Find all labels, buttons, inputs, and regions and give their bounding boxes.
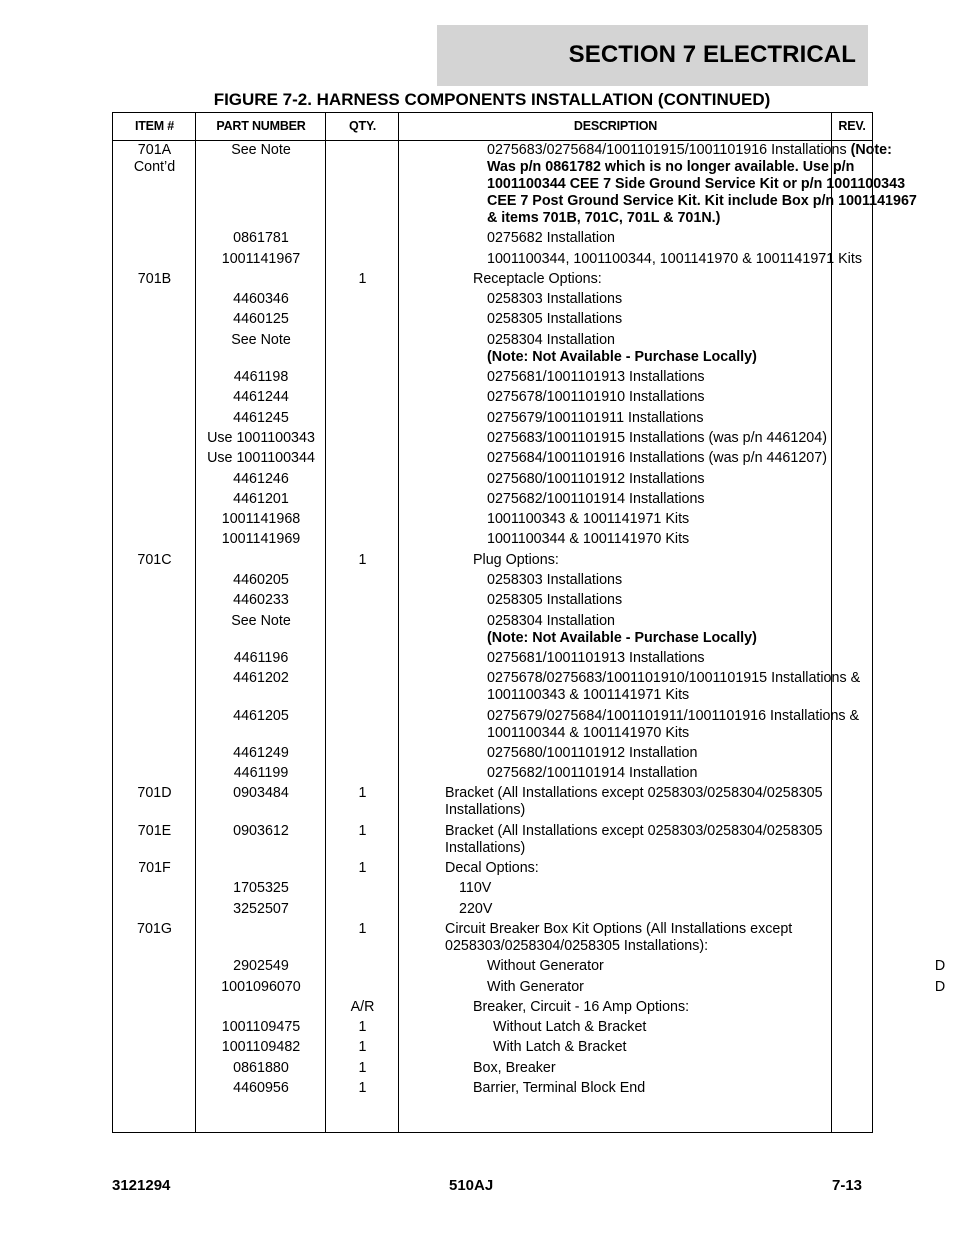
item-number [113,670,196,704]
item-number [113,450,196,467]
quantity: 1 [358,270,367,287]
revision: D [934,958,946,975]
quantity: 1 [358,551,367,568]
quantity [326,670,399,704]
description [399,958,920,975]
table-row [113,1080,872,1100]
item-number: 701D [137,785,172,802]
part-number: 1001141967 [221,250,301,267]
part-number: 4460125 [233,311,289,328]
description [399,491,920,508]
quantity [326,450,399,467]
part-number: 0903484 [233,785,289,802]
revision [920,670,954,704]
item-number [113,471,196,488]
footer-page-number: 7-13 [832,1177,863,1194]
description [399,291,920,308]
quantity [326,369,399,386]
description-text: Receptacle Options: [473,270,602,287]
revision [878,860,918,877]
part-number: 4461244 [233,389,289,406]
quantity [326,613,399,647]
item-number [113,765,196,782]
table-row [113,860,872,880]
table-row [113,880,872,900]
description [399,369,920,386]
description-text: 0275679/1001101911 Installations [487,409,704,426]
description [399,552,906,569]
item-number [113,251,196,268]
description [399,1060,906,1077]
table-row [113,670,872,707]
revision [920,592,954,609]
header-qty: QTY. [349,119,376,133]
footer-model: 510AJ [449,1177,494,1194]
item-number [113,369,196,386]
table-row [113,745,872,765]
table-row [113,291,872,311]
table-body [113,142,946,1100]
table-row [113,251,872,271]
table-row [113,410,872,430]
part-number [196,921,326,955]
part-number: 4461201 [233,490,289,507]
part-number: 4461202 [233,670,289,687]
table-row [113,708,872,745]
item-number: 701G [137,920,172,937]
item-number [113,745,196,762]
item-number [113,311,196,328]
description [399,389,920,406]
table-row [113,332,872,369]
figure-title: FIGURE 7-2. HARNESS COMPONENTS INSTALLATION (CONTINUED) [213,90,771,109]
description-text: 0258303 Installations [487,572,623,589]
revision [892,880,932,897]
item-number [113,1080,196,1097]
revision [926,1039,954,1056]
description [399,650,920,667]
section-header-box [437,25,868,86]
part-number: 3252507 [233,900,289,917]
description-text: 0275678/1001101910 Installations [487,389,705,406]
description-text: 0275684/1001101916 Installations (was p/n 4461207) [487,450,827,467]
description-text: Plug Options: [473,551,559,568]
quantity [326,410,399,427]
quantity [326,311,399,328]
revision: D [934,978,946,995]
revision [920,471,954,488]
description-text: 0275681/1001101913 Installations [487,649,705,666]
revision [920,291,954,308]
table-row [113,430,872,450]
parts-table [112,112,946,1133]
quantity: 1 [358,785,367,802]
part-number: 4461198 [233,369,289,386]
item-number [113,979,196,996]
revision [926,1019,954,1036]
quantity: 1 [358,920,367,937]
description-text: 0275682/1001101914 Installation [487,765,698,782]
item-number: 701B [137,270,172,287]
item-number: 701C [137,551,172,568]
item-number [113,1039,196,1056]
quantity [326,511,399,528]
part-number: 1705325 [233,880,289,897]
table-row [113,471,872,491]
header-description: DESCRIPTION [573,119,658,133]
table-row [113,901,872,921]
quantity [326,880,399,897]
description [399,572,920,589]
table-row [113,552,872,572]
quantity [326,572,399,589]
quantity [326,491,399,508]
revision [878,823,918,857]
quantity [326,958,399,975]
item-number [113,511,196,528]
part-number: 1001141968 [221,511,301,528]
part-number: 4461205 [233,707,289,724]
item-number [113,592,196,609]
description-text: 0275679/0275684/1001101911/1001101916 Installations & 1001100344 & 1001141970 Kits [487,707,860,741]
revision [920,332,954,366]
revision [920,572,954,589]
description [399,921,878,955]
part-number: 1001096070 [221,978,301,995]
table-row [113,450,872,470]
header-item: ITEM # [134,119,175,133]
revision [878,785,918,819]
quantity [326,531,399,548]
item-number [113,613,196,647]
description [399,230,920,247]
description [399,251,920,268]
table-row [113,650,872,670]
quantity: 1 [358,1059,367,1076]
revision [920,389,954,406]
revision [906,271,946,288]
quantity [326,230,399,247]
item-number [113,1060,196,1077]
revision [920,708,954,742]
description-text: 0258305 Installations [487,592,623,609]
description-note: (Note: Not Available - Purchase Locally) [487,629,757,646]
quantity: 1 [358,1039,367,1056]
description [399,471,920,488]
part-number [196,860,326,877]
description-text: 110V [459,880,492,897]
description [399,271,906,288]
revision [920,531,954,548]
item-number [113,880,196,897]
description-text: Without Generator [487,958,604,975]
quantity: 1 [358,860,367,877]
description-text: 0275682 Installation [487,230,615,247]
description [399,901,892,918]
quantity: A/R [350,998,375,1015]
quantity: 1 [358,1079,367,1096]
item-number [113,389,196,406]
description [399,311,920,328]
revision [920,369,954,386]
header-divider [113,140,872,141]
revision [920,650,954,667]
quantity [326,251,399,268]
description [399,450,920,467]
part-number: Use 1001100343 [207,429,315,446]
description-text: 0258305 Installations [487,311,623,328]
description-text: 0275683/0275684/1001101915/1001101916 Installations [487,142,851,158]
description [399,410,920,427]
description [399,511,920,528]
table-row [113,230,872,250]
item-number [113,332,196,366]
part-number: 0861781 [233,230,289,247]
description [399,142,920,227]
quantity: 1 [358,1019,367,1036]
revision [906,1060,946,1077]
revision [920,430,954,447]
quantity [326,650,399,667]
description-text: 0258303 Installations [487,291,623,308]
description-text: 0275680/1001101912 Installation [487,744,698,761]
table-row [113,978,946,999]
description [399,613,920,647]
item-number [113,430,196,447]
quantity [326,291,399,308]
quantity [326,389,399,406]
description-text: 0258304 Installation [487,331,615,348]
description-text: 1001100343 & 1001141971 Kits [487,511,690,528]
description [399,670,920,704]
item-number [113,291,196,308]
description [399,765,920,782]
quantity [326,142,399,227]
quantity [326,765,399,782]
revision [920,745,954,762]
part-number: 4460346 [233,291,289,308]
part-number: See Note [231,331,291,348]
revision [906,999,946,1016]
table-row [113,311,872,331]
description-text: 0275680/1001101912 Installations [487,470,705,487]
table-row [113,921,872,958]
description-text: 220V [459,900,493,917]
part-number: 1001109482 [221,1039,301,1056]
item-number: 701F [138,860,171,877]
description-text: 1001100344, 1001100344, 1001141970 & 1001141971 Kits [487,250,862,267]
revision [920,613,954,647]
quantity [326,745,399,762]
description [399,430,920,447]
part-number: 0861880 [233,1059,289,1076]
part-number [196,999,326,1016]
header-part-number: PART NUMBER [216,119,306,133]
description [399,332,920,366]
revision [920,491,954,508]
part-number: 4461196 [233,649,289,666]
quantity: 1 [358,822,367,839]
revision [920,765,954,782]
part-number: Use 1001100344 [207,450,315,467]
part-number: 0903612 [233,822,289,839]
description [399,979,920,996]
revision [920,450,954,467]
item-number [113,999,196,1016]
description-text: Breaker, Circuit - 16 Amp Options: [473,998,690,1015]
header-rev: REV. [838,119,866,133]
quantity [326,471,399,488]
part-number: 4460956 [233,1079,289,1096]
part-number: See Note [231,612,291,629]
table-row [113,1019,872,1039]
description-text: Decal Options: [445,860,539,877]
section-title: SECTION 7 ELECTRICAL [568,41,856,68]
description-text: 0275678/0275683/1001101910/1001101915 Installations & 1001100343 & 1001141971 Kits [487,670,861,704]
table-row [113,958,946,978]
table-row [113,572,872,592]
revision [920,251,954,268]
description [399,880,892,897]
quantity [326,901,399,918]
item-number: 701A Cont’d [133,142,176,175]
revision [920,142,954,227]
item-number [113,410,196,427]
description [399,1019,926,1036]
table-row [113,142,917,230]
item-number [113,708,196,742]
part-number: 4461199 [233,765,289,782]
part-number: 4461249 [233,744,289,761]
description-note: (Note: Was p/n 0861782 which is no longer available. Use p/n 1001100344 CEE 7 Side Ground Service Kit or p/n 1001100343 CEE 7 Post Ground Service Kit. Kit include Box p/n 1001141967 & items 701B, 701C, 701L & 701N.) [487,142,917,226]
part-number: 1001109475 [221,1019,301,1036]
description-text: With Generator [487,978,584,995]
description [399,785,878,819]
description [399,531,920,548]
item-number: 701E [137,822,172,839]
table-row [113,389,872,409]
description-text: Without Latch & Bracket [493,1019,647,1036]
part-number: 4460205 [233,572,289,589]
revision [920,230,954,247]
table-row [113,531,872,551]
item-number [113,230,196,247]
table-row [113,592,872,612]
quantity [326,332,399,366]
item-number [113,531,196,548]
revision [920,410,954,427]
revision [906,552,946,569]
part-number: 4460233 [233,592,289,609]
revision [906,1080,946,1097]
table-row [113,1060,872,1080]
table-row [113,999,872,1019]
part-number: 1001141969 [221,531,301,548]
item-number [113,901,196,918]
description [399,1080,906,1097]
description-text: 1001100344 & 1001141970 Kits [487,531,690,548]
table-row [113,491,872,511]
revision [920,511,954,528]
revision [892,901,932,918]
revision [920,311,954,328]
revision [878,921,918,955]
part-number: 2902549 [233,958,289,975]
table-row [113,1039,872,1059]
description [399,1039,926,1056]
part-number [196,271,326,288]
quantity [326,708,399,742]
part-number: See Note [231,142,291,158]
part-number [196,552,326,569]
table-row [113,613,872,650]
table-row [113,369,872,389]
description-text: With Latch & Bracket [493,1039,627,1056]
description-text: Circuit Breaker Box Kit Options (All Installations except 0258303/0258304/0258305 Installations): [445,920,793,954]
table-row [113,823,872,860]
table-row [113,511,872,531]
description [399,708,920,742]
part-number: 4461245 [233,409,289,426]
description-text: Bracket (All Installations except 0258303/0258304/0258305 Installations) [445,822,823,856]
description-text: 0275681/1001101913 Installations [487,369,705,386]
item-number [113,958,196,975]
item-number [113,650,196,667]
description-text: Barrier, Terminal Block End [473,1079,646,1096]
item-number [113,1019,196,1036]
footer-doc-number: 3121294 [112,1177,171,1194]
description-text: 0275682/1001101914 Installations [487,490,705,507]
quantity [326,979,399,996]
description [399,823,878,857]
description-note: (Note: Not Available - Purchase Locally) [487,348,757,365]
description-text: Box, Breaker [473,1059,556,1076]
table-row [113,271,872,291]
description-text: 0275683/1001101915 Installations (was p/n 4461204) [487,429,827,446]
part-number: 4461246 [233,470,289,487]
description [399,745,920,762]
item-number [113,491,196,508]
quantity [326,592,399,609]
description-text: 0258304 Installation [487,612,615,629]
description-text: Bracket (All Installations except 0258303/0258304/0258305 Installations) [445,785,823,819]
description [399,592,920,609]
description [399,999,906,1016]
table-row [113,785,872,822]
quantity [326,430,399,447]
item-number [113,572,196,589]
description [399,860,878,877]
table-row [113,765,872,785]
